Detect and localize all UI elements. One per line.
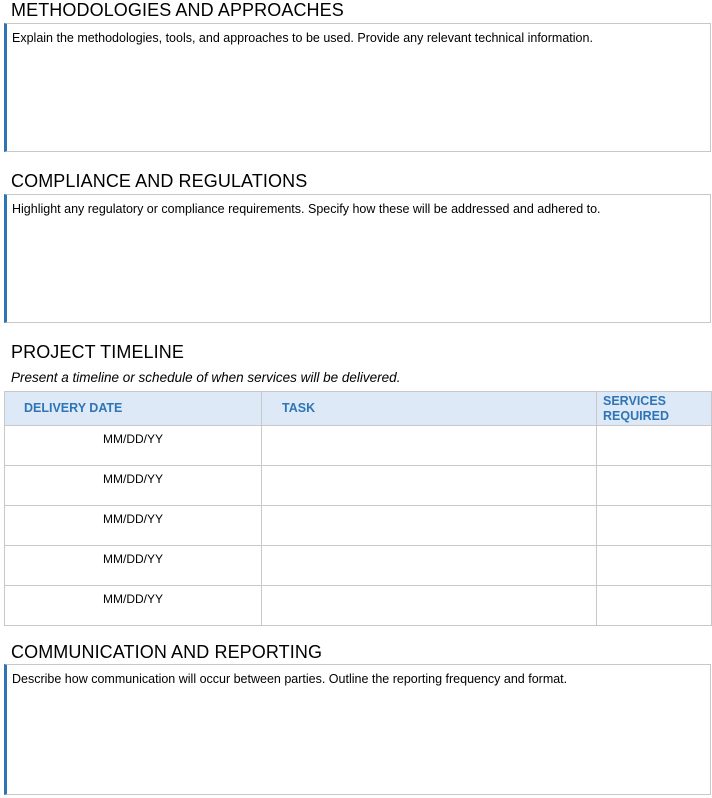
- timeline-subtitle: Present a timeline or schedule of when services will be delivered.: [11, 370, 401, 385]
- methodologies-title: METHODOLOGIES AND APPROACHES: [11, 0, 344, 20]
- delivery-date-cell[interactable]: MM/DD/YY: [5, 466, 262, 506]
- task-cell[interactable]: [262, 546, 597, 586]
- services-cell[interactable]: [597, 426, 712, 466]
- task-cell[interactable]: [262, 506, 597, 546]
- compliance-text: Highlight any regulatory or compliance requirements. Specify how these will be addressed and adhered to.: [12, 202, 601, 216]
- timeline-table: [4, 391, 712, 626]
- communication-text: Describe how communication will occur between parties. Outline the reporting frequency and format.: [12, 672, 568, 686]
- services-cell[interactable]: [597, 466, 712, 506]
- header-delivery-date: DELIVERY DATE: [5, 392, 262, 426]
- compliance-textbox[interactable]: [4, 194, 711, 323]
- compliance-title: COMPLIANCE AND REGULATIONS: [11, 171, 308, 191]
- services-cell[interactable]: [597, 546, 712, 586]
- table-row: [5, 466, 712, 506]
- task-cell[interactable]: [262, 586, 597, 626]
- delivery-date-cell[interactable]: MM/DD/YY: [5, 426, 262, 466]
- table-row: [5, 506, 712, 546]
- task-cell[interactable]: [262, 466, 597, 506]
- timeline-title: PROJECT TIMELINE: [11, 342, 184, 362]
- communication-title: COMMUNICATION AND REPORTING: [11, 642, 323, 662]
- table-row: [5, 546, 712, 586]
- header-task: TASK: [262, 392, 597, 426]
- delivery-date-cell[interactable]: MM/DD/YY: [5, 506, 262, 546]
- task-cell[interactable]: [262, 426, 597, 466]
- table-row: [5, 586, 712, 626]
- methodologies-textbox[interactable]: [4, 23, 711, 152]
- services-cell[interactable]: [597, 506, 712, 546]
- delivery-date-cell[interactable]: MM/DD/YY: [5, 546, 262, 586]
- table-row: [5, 426, 712, 466]
- methodologies-text: Explain the methodologies, tools, and approaches to be used. Provide any relevant technical information.: [12, 31, 593, 45]
- timeline-header-row: [5, 392, 712, 426]
- delivery-date-cell[interactable]: MM/DD/YY: [5, 586, 262, 626]
- services-cell[interactable]: [597, 586, 712, 626]
- communication-textbox[interactable]: [4, 664, 711, 795]
- header-services-required: SERVICES REQUIRED: [597, 392, 712, 426]
